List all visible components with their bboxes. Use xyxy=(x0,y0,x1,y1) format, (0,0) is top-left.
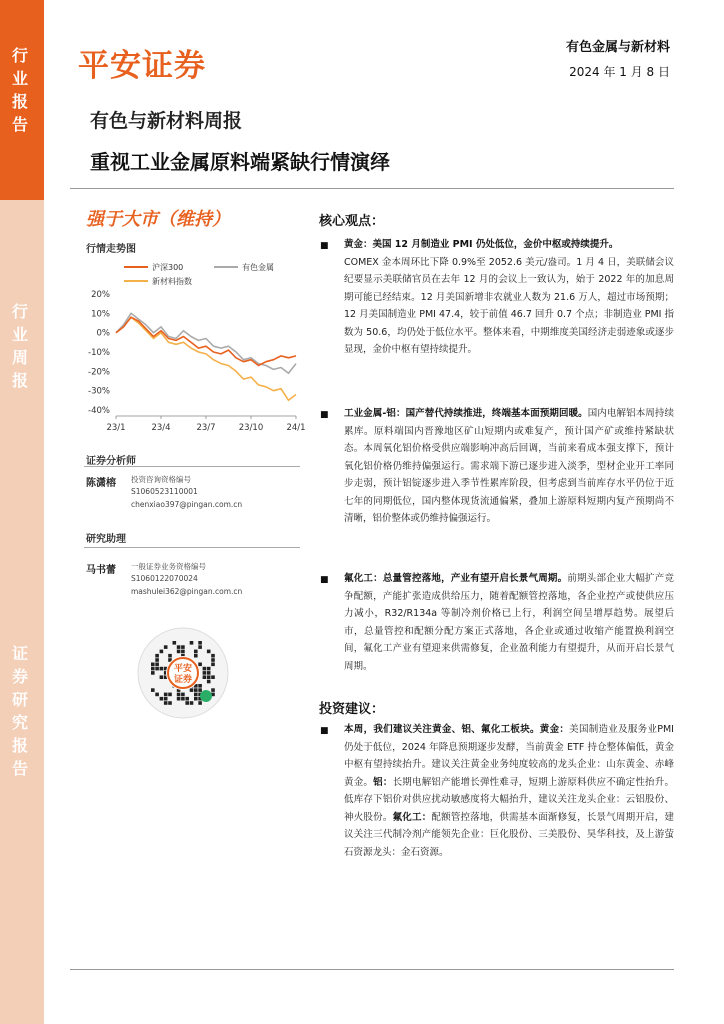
qr-logo-line1: 平安 xyxy=(173,664,193,674)
analyst-cert-label: 投资咨询资格编号 xyxy=(131,475,191,484)
y-tick-label: 0% xyxy=(96,328,110,339)
investment-advice xyxy=(344,721,674,861)
qr-dot xyxy=(155,654,159,658)
qr-dot xyxy=(155,658,159,662)
bullet-icon: ■ xyxy=(320,241,329,251)
core-point-aluminum xyxy=(344,405,674,528)
bullet-icon: ■ xyxy=(320,575,329,585)
qr-dot xyxy=(190,701,194,705)
qr-dot xyxy=(164,701,168,705)
qr-dot xyxy=(168,693,172,697)
legend-label: 新材料指数 xyxy=(152,277,192,286)
plot-area xyxy=(116,313,296,400)
aluminum-lead: 工业金属-铝：国产替代持续推进，终端基本面预期回暖。 xyxy=(344,408,588,419)
invest-lead: 本周，我们建议关注黄金、铝、氟化工板块。 xyxy=(344,724,540,735)
qr-dot xyxy=(194,650,198,654)
qr-dot xyxy=(151,671,155,675)
series-line xyxy=(116,317,296,400)
qr-dot xyxy=(211,663,215,667)
qr-dot xyxy=(181,650,185,654)
assistant-info xyxy=(131,561,242,598)
qr-dot xyxy=(211,688,215,692)
assistant-name: 马书蕾 xyxy=(86,565,116,576)
qr-dot xyxy=(155,663,159,667)
x-tick-label: 23/7 xyxy=(196,423,216,433)
y-tick-label: -40% xyxy=(88,406,110,416)
y-tick-label: -20% xyxy=(88,367,110,378)
invest-al-tag: 铝： xyxy=(373,776,393,788)
assistant-email[interactable]: mashulei362@pingan.com.cn xyxy=(131,586,243,596)
qr-dot xyxy=(190,688,194,692)
invest-gold-tag: 黄金： xyxy=(539,724,570,735)
qr-dot xyxy=(177,645,181,649)
qr-dot xyxy=(211,658,215,662)
y-axis xyxy=(88,290,110,416)
core-views-heading: 核心观点： xyxy=(319,214,385,229)
qr-dot xyxy=(198,684,202,688)
sidebar-tag-weekly-text: 行业周报 xyxy=(12,302,29,390)
invest-al: 长期电解铝产能增长弹性难寻，短期上游原料供应不确定性抬升。低库存下铝价对供应扰动敏感度将大幅抬升，建议关注龙头企业：云铝股份、神火股份。 xyxy=(344,776,674,823)
qr-dot xyxy=(164,693,168,697)
assistant-cert-label: 一般证券业务资格编号 xyxy=(131,562,206,571)
qr-dot xyxy=(177,650,181,654)
header-divider xyxy=(70,188,674,189)
aluminum-body: 国内电解铝本周持续累库。原料端国内晋豫地区矿山短期内或难复产，预计国产矿或维持紧缺状态。本周氧化铝价格受供应端影响冲高后回调，当前来看成本强支撑下，预计氧化铝价格仍维持偏强运行。需求端下游已逐步进入淡季，型材企业开工率同步走弱，预计铝锭逐步进入季节性累库阶段，但考虑到当前库存水平仍位于近七年的同期低位，国内整体现货流通偏紧，叠加上游原料短期内复产预期尚不清晰，铝价整体或仍维持偏强运行。 xyxy=(344,408,674,524)
qr-dot xyxy=(194,693,198,697)
qr-dot xyxy=(181,697,185,701)
fluorine-body: 前期头部企业大幅扩产竞争配额，产能扩张造成供给压力，随着配额管控落地，各企业控产或使供应压力减小，R32/R134a 等制冷剂价格已上行，利润空间呈增厚趋势。展望后市，总量管控和配额分配方案正式落地，各企业或通过收缩产能置换利润空间，氟化工产业有望迎来供需修复，企业盈利能力有望提升，从而开启长景气周期。 xyxy=(344,573,674,672)
bullet-icon: ■ xyxy=(320,410,329,420)
qr-dot xyxy=(155,667,159,671)
bullet-icon: ■ xyxy=(320,726,329,736)
analyst-email[interactable]: chenxiao397@pingan.com.cn xyxy=(131,499,243,509)
qr-dot xyxy=(151,688,155,692)
x-tick-label: 23/4 xyxy=(151,423,171,433)
brand-logo: 平安证券 xyxy=(78,48,206,84)
qr-dot xyxy=(203,671,207,675)
qr-dot xyxy=(203,675,207,679)
gold-body: COMEX 金本周环比下降 0.9%至 2052.6 美元/盎司。1 月 4 日，美联储会议纪要显示美联储官员在去年 12 月的会议上一致认为，始于 2022 年的加息周期可能已经结束。12 月美国新增非农就业人数为 21.6 万人，超过市场预期；12 月美国制造业 PMI 47.4，较于前值 46.7 回升 0.7 个点；非制造业 PMI 指数为 50.6，均仍处于低位水平。整体来看，中期维度美国经济走弱迹象或逐步显现，金价中枢有望持续提升。 xyxy=(344,256,674,355)
qr-dot xyxy=(151,667,155,671)
qr-dot xyxy=(160,675,164,679)
assistant-heading: 研究助理 xyxy=(86,534,126,545)
qr-dot xyxy=(181,693,185,697)
qr-dot xyxy=(194,654,198,658)
qr-dot xyxy=(198,663,202,667)
qr-dot xyxy=(207,675,211,679)
qr-dot xyxy=(173,641,177,645)
legend-label: 有色金属 xyxy=(242,263,274,272)
investment-advice-heading: 投资建议： xyxy=(319,702,385,717)
qr-dot xyxy=(198,641,202,645)
sidebar-tag-securities-text: 证券研究报告 xyxy=(12,644,29,778)
qr-dot xyxy=(207,667,211,671)
qr-dot xyxy=(207,671,211,675)
y-tick-label: -10% xyxy=(88,348,110,358)
sidebar-tag-report-text: 行业报告 xyxy=(12,46,29,134)
rating-badge: 强于大市（维持） xyxy=(86,209,230,230)
sidebar-tag-securities xyxy=(0,620,44,1024)
report-series: 有色与新材料周报 xyxy=(90,110,243,132)
qr-dot xyxy=(207,680,211,684)
assistant-divider xyxy=(84,547,300,548)
y-tick-label: -30% xyxy=(88,386,110,397)
qr-dot xyxy=(194,688,198,692)
invest-gold: 美国制造业及服务业PMI 仍处于低位，2024 年降息预期逐步发酵，当前黄金 ETF 持仓整体偏低，黄金中枢有望持续抬升。建议关注黄金业务纯度较高的龙头企业：山东黄金、赤峰黄金。 xyxy=(344,724,674,788)
series-line xyxy=(116,317,296,365)
report-title: 重视工业金属原料端紧缺行情演绎 xyxy=(90,150,390,174)
report-date: 2024 年 1 月 8 日 xyxy=(569,65,670,79)
y-tick-label: 10% xyxy=(91,309,110,320)
core-point-gold xyxy=(344,236,674,359)
qr-dot xyxy=(168,654,172,658)
chart-legend xyxy=(124,262,274,286)
qr-dot xyxy=(211,654,215,658)
trend-chart xyxy=(80,254,306,433)
qr-dot xyxy=(211,675,215,679)
assistant-cert-no: S1060122070024 xyxy=(131,574,198,584)
wechat-qr-code[interactable] xyxy=(137,627,229,719)
qr-dot xyxy=(198,645,202,649)
qr-dot xyxy=(168,701,172,705)
qr-dot xyxy=(198,701,202,705)
qr-dot xyxy=(160,650,164,654)
qr-dot xyxy=(181,645,185,649)
legend-label: 沪深300 xyxy=(152,263,184,272)
qr-dot xyxy=(185,701,189,705)
qr-dot xyxy=(194,697,198,701)
sidebar-tag-weekly xyxy=(0,200,44,620)
analyst-cert-no: S1060523110001 xyxy=(131,487,198,497)
qr-dot xyxy=(198,688,202,692)
qr-dot xyxy=(151,663,155,667)
wechat-icon xyxy=(200,690,212,702)
series-line xyxy=(116,313,296,373)
qr-dot xyxy=(164,645,168,649)
qr-dot xyxy=(190,641,194,645)
qr-dot xyxy=(164,697,168,701)
footer-divider xyxy=(70,969,674,970)
invest-f: 配额管控落地，供需基本面渐修复，长景气周期开启，建议关注三代制冷剂产能领先企业：巨化股份、三美股份、昊华科技，及上游萤石资源龙头：金石资源。 xyxy=(344,811,674,858)
qr-dot xyxy=(155,693,159,697)
qr-dot xyxy=(177,697,181,701)
qr-dot xyxy=(207,650,211,654)
x-tick-label: 23/1 xyxy=(106,423,126,433)
x-axis xyxy=(106,416,305,433)
qr-dot xyxy=(160,667,164,671)
x-tick-label: 24/1 xyxy=(286,423,306,433)
sidebar-tag-report xyxy=(0,0,44,200)
industry-category: 有色金属与新材料 xyxy=(565,40,670,55)
qr-dot xyxy=(177,693,181,697)
qr-dot xyxy=(203,667,207,671)
x-tick-label: 23/10 xyxy=(238,423,264,433)
qr-dot xyxy=(160,697,164,701)
qr-dot xyxy=(185,697,189,701)
core-point-fluorine xyxy=(344,570,674,675)
analyst-divider xyxy=(84,466,300,467)
analyst-heading: 证券分析师 xyxy=(86,456,136,467)
gold-lead: 黄金：美国 12 月制造业 PMI 仍处低位，金价中枢或持续提升。 xyxy=(344,239,619,250)
fluorine-lead: 氟化工：总量管控落地，产业有望开启长景气周期。 xyxy=(344,573,568,584)
y-tick-label: 20% xyxy=(91,290,110,300)
analyst-info xyxy=(131,474,242,511)
qr-logo-line2: 证券 xyxy=(173,675,193,685)
invest-f-tag: 氟化工： xyxy=(392,811,432,823)
analyst-name: 陈潇榕 xyxy=(86,478,116,489)
trend-heading: 行情走势图 xyxy=(86,244,136,255)
